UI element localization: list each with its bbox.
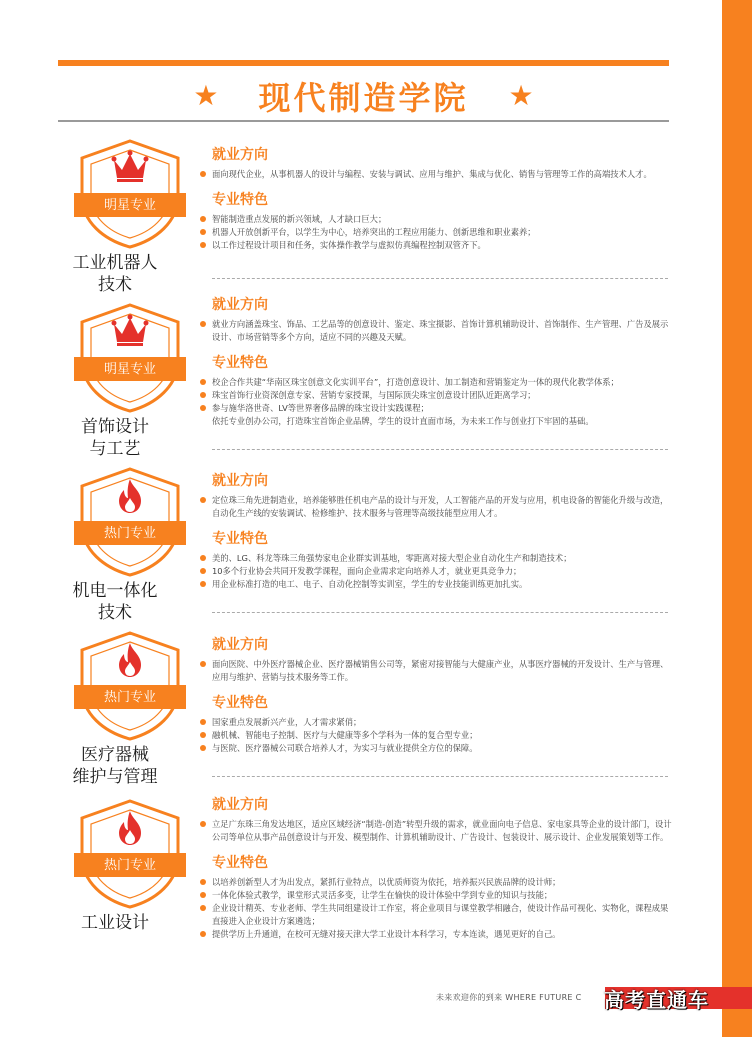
section-divider (212, 278, 668, 279)
list-item: 美的、LG、科龙等珠三角强势家电企业群实训基地，零距离对接大型企业自动化生产和制造技术； (198, 552, 676, 565)
major-badge (70, 138, 190, 250)
list-item: 珠宝首饰行业资深创意专家、营销专家授课，与国际顶尖珠宝创意设计团队近距离学习； (198, 389, 676, 402)
major-name: 医疗器械 维护与管理 (72, 745, 158, 787)
page-title: 现代制造学院 (258, 79, 469, 117)
major-tag: 热门专业 (103, 690, 156, 705)
list-item: 企业设计精英、专业老师、学生共同组建设计工作室，将企业项目与课堂教学相融合，使设计作品可视化、实物化，课程成果直接进入企业设计方案遴选； (198, 902, 676, 928)
major-name: 首饰设计 与工艺 (81, 417, 149, 459)
header-top-rule (58, 60, 669, 66)
major-badge (70, 798, 190, 910)
list-item: 用企业标准打造的电工、电子、自动化控制等实训室，学生的专业技能训练更加扎实。 (198, 578, 676, 591)
watermark-text: 高考直通车 (604, 988, 709, 1012)
flame-icon (110, 810, 150, 846)
major-content (198, 470, 676, 591)
major-content (198, 294, 676, 428)
list-item: 面向现代企业，从事机器人的设计与编程、安装与调试、应用与维护、集成与优化、销售与管理等工作的高端技术人才。 (198, 168, 676, 181)
major-content (198, 634, 676, 755)
list-item: 融机械、智能电子控制、医疗与大健康等多个学科为一体的复合型专业； (198, 729, 676, 742)
features-heading: 专业特色 (212, 192, 268, 208)
major-tag: 明星专业 (103, 198, 156, 213)
list-item: 机器人开放创新平台，以学生为中心，培养突出的工程应用能力、创新思维和职业素养； (198, 226, 676, 239)
footer-tagline: 未来欢迎你的到来 WHERE FUTURE C (436, 993, 582, 1002)
section-divider (212, 612, 668, 613)
section-divider (212, 776, 668, 777)
section-divider (212, 449, 668, 450)
employment-heading: 就业方向 (212, 797, 268, 813)
star-icon: ★ (193, 79, 219, 112)
list-item: 智能制造重点发展的新兴领域，人才缺口巨大； (198, 213, 676, 226)
list-item: 校企合作共建“华南区珠宝创意文化实训平台”，打造创意设计、加工制造和营销鉴定为一体的现代化教学体系； (198, 376, 676, 389)
list-item: 与医院、医疗器械公司联合培养人才，为实习与就业提供全方位的保障。 (198, 742, 676, 755)
crown-icon (110, 314, 150, 350)
features-heading: 专业特色 (212, 695, 268, 711)
major-name: 工业机器人 技术 (72, 253, 158, 295)
employment-heading: 就业方向 (212, 637, 268, 653)
major-badge (70, 466, 190, 578)
features-heading: 专业特色 (212, 855, 268, 871)
major-tag: 明星专业 (103, 362, 156, 377)
list-item: 面向医院、中外医疗器械企业、医疗器械销售公司等，紧密对接智能与大健康产业，从事医疗器械的开发设计、生产与管理、应用与维护、营销与技术服务等工作。 (198, 658, 676, 684)
list-item: 国家重点发展新兴产业，人才需求紧俏； (198, 716, 676, 729)
major-content (198, 144, 676, 252)
flame-icon (110, 642, 150, 678)
employment-heading: 就业方向 (212, 473, 268, 489)
flame-icon (110, 478, 150, 514)
employment-heading: 就业方向 (212, 297, 268, 313)
list-item: 立足广东珠三角发达地区，适应区域经济“制造-创造”转型升级的需求，就业面向电子信息、家电家具等企业的设计部门，设计公司等单位从事产品创意设计与开发、模型制作、计算机辅助设计、广告设计、包装设计、展示设计、企业发展策划等工作。 (198, 818, 676, 844)
header-bottom-rule (58, 120, 669, 122)
major-tag: 热门专业 (103, 526, 156, 541)
crown-icon (110, 150, 150, 186)
star-icon: ★ (508, 79, 534, 112)
page-header (58, 76, 669, 116)
list-item: 依托专业创办公司，打造珠宝首饰企业品牌，学生的设计直面市场，为未来工作与创业打下牢固的基础。 (212, 416, 594, 426)
list-item: 就业方向涵盖珠宝、饰品、工艺品等的创意设计、鉴定、珠宝摄影、首饰计算机辅助设计、首饰制作、生产管理、广告及展示设计、市场营销等多个方向，适应不同的兴趣及天赋。 (198, 318, 676, 344)
major-content (198, 794, 676, 941)
right-accent-bar (722, 0, 752, 1037)
list-item: 定位珠三角先进制造业，培养能够胜任机电产品的设计与开发，人工智能产品的开发与应用，机电设备的智能化升级与改造，自动化生产线的安装调试、检修维护、技术服务与管理等高级技能型应用人才。 (198, 494, 676, 520)
major-name: 机电一体化 技术 (72, 581, 158, 623)
major-tag: 热门专业 (103, 858, 156, 873)
list-item: 10多个行业协会共同开发教学课程，面向企业需求定向培养人才，就业更具竞争力； (198, 565, 676, 578)
major-name: 工业设计 (81, 913, 149, 933)
features-heading: 专业特色 (212, 531, 268, 547)
employment-heading: 就业方向 (212, 147, 268, 163)
list-item: 提供学历上升通道，在校可无缝对接天津大学工业设计本科学习，专本连读，遇见更好的自己。 (198, 928, 676, 941)
list-item: 一体化体验式教学，课堂形式灵活多变，让学生在愉快的设计体验中学到专业的知识与技能； (198, 889, 676, 902)
major-badge (70, 302, 190, 414)
list-item: 以培养创新型人才为出发点，紧抓行业特点，以优质师资为依托，培养振兴民族品牌的设计师； (198, 876, 676, 889)
major-badge (70, 630, 190, 742)
list-item: 参与施华洛世奇、LV等世界奢侈品牌的珠宝设计实践课程； (198, 402, 676, 415)
features-heading: 专业特色 (212, 355, 268, 371)
list-item: 以工作过程设计项目和任务，实体操作教学与虚拟仿真编程控制双管齐下。 (198, 239, 676, 252)
